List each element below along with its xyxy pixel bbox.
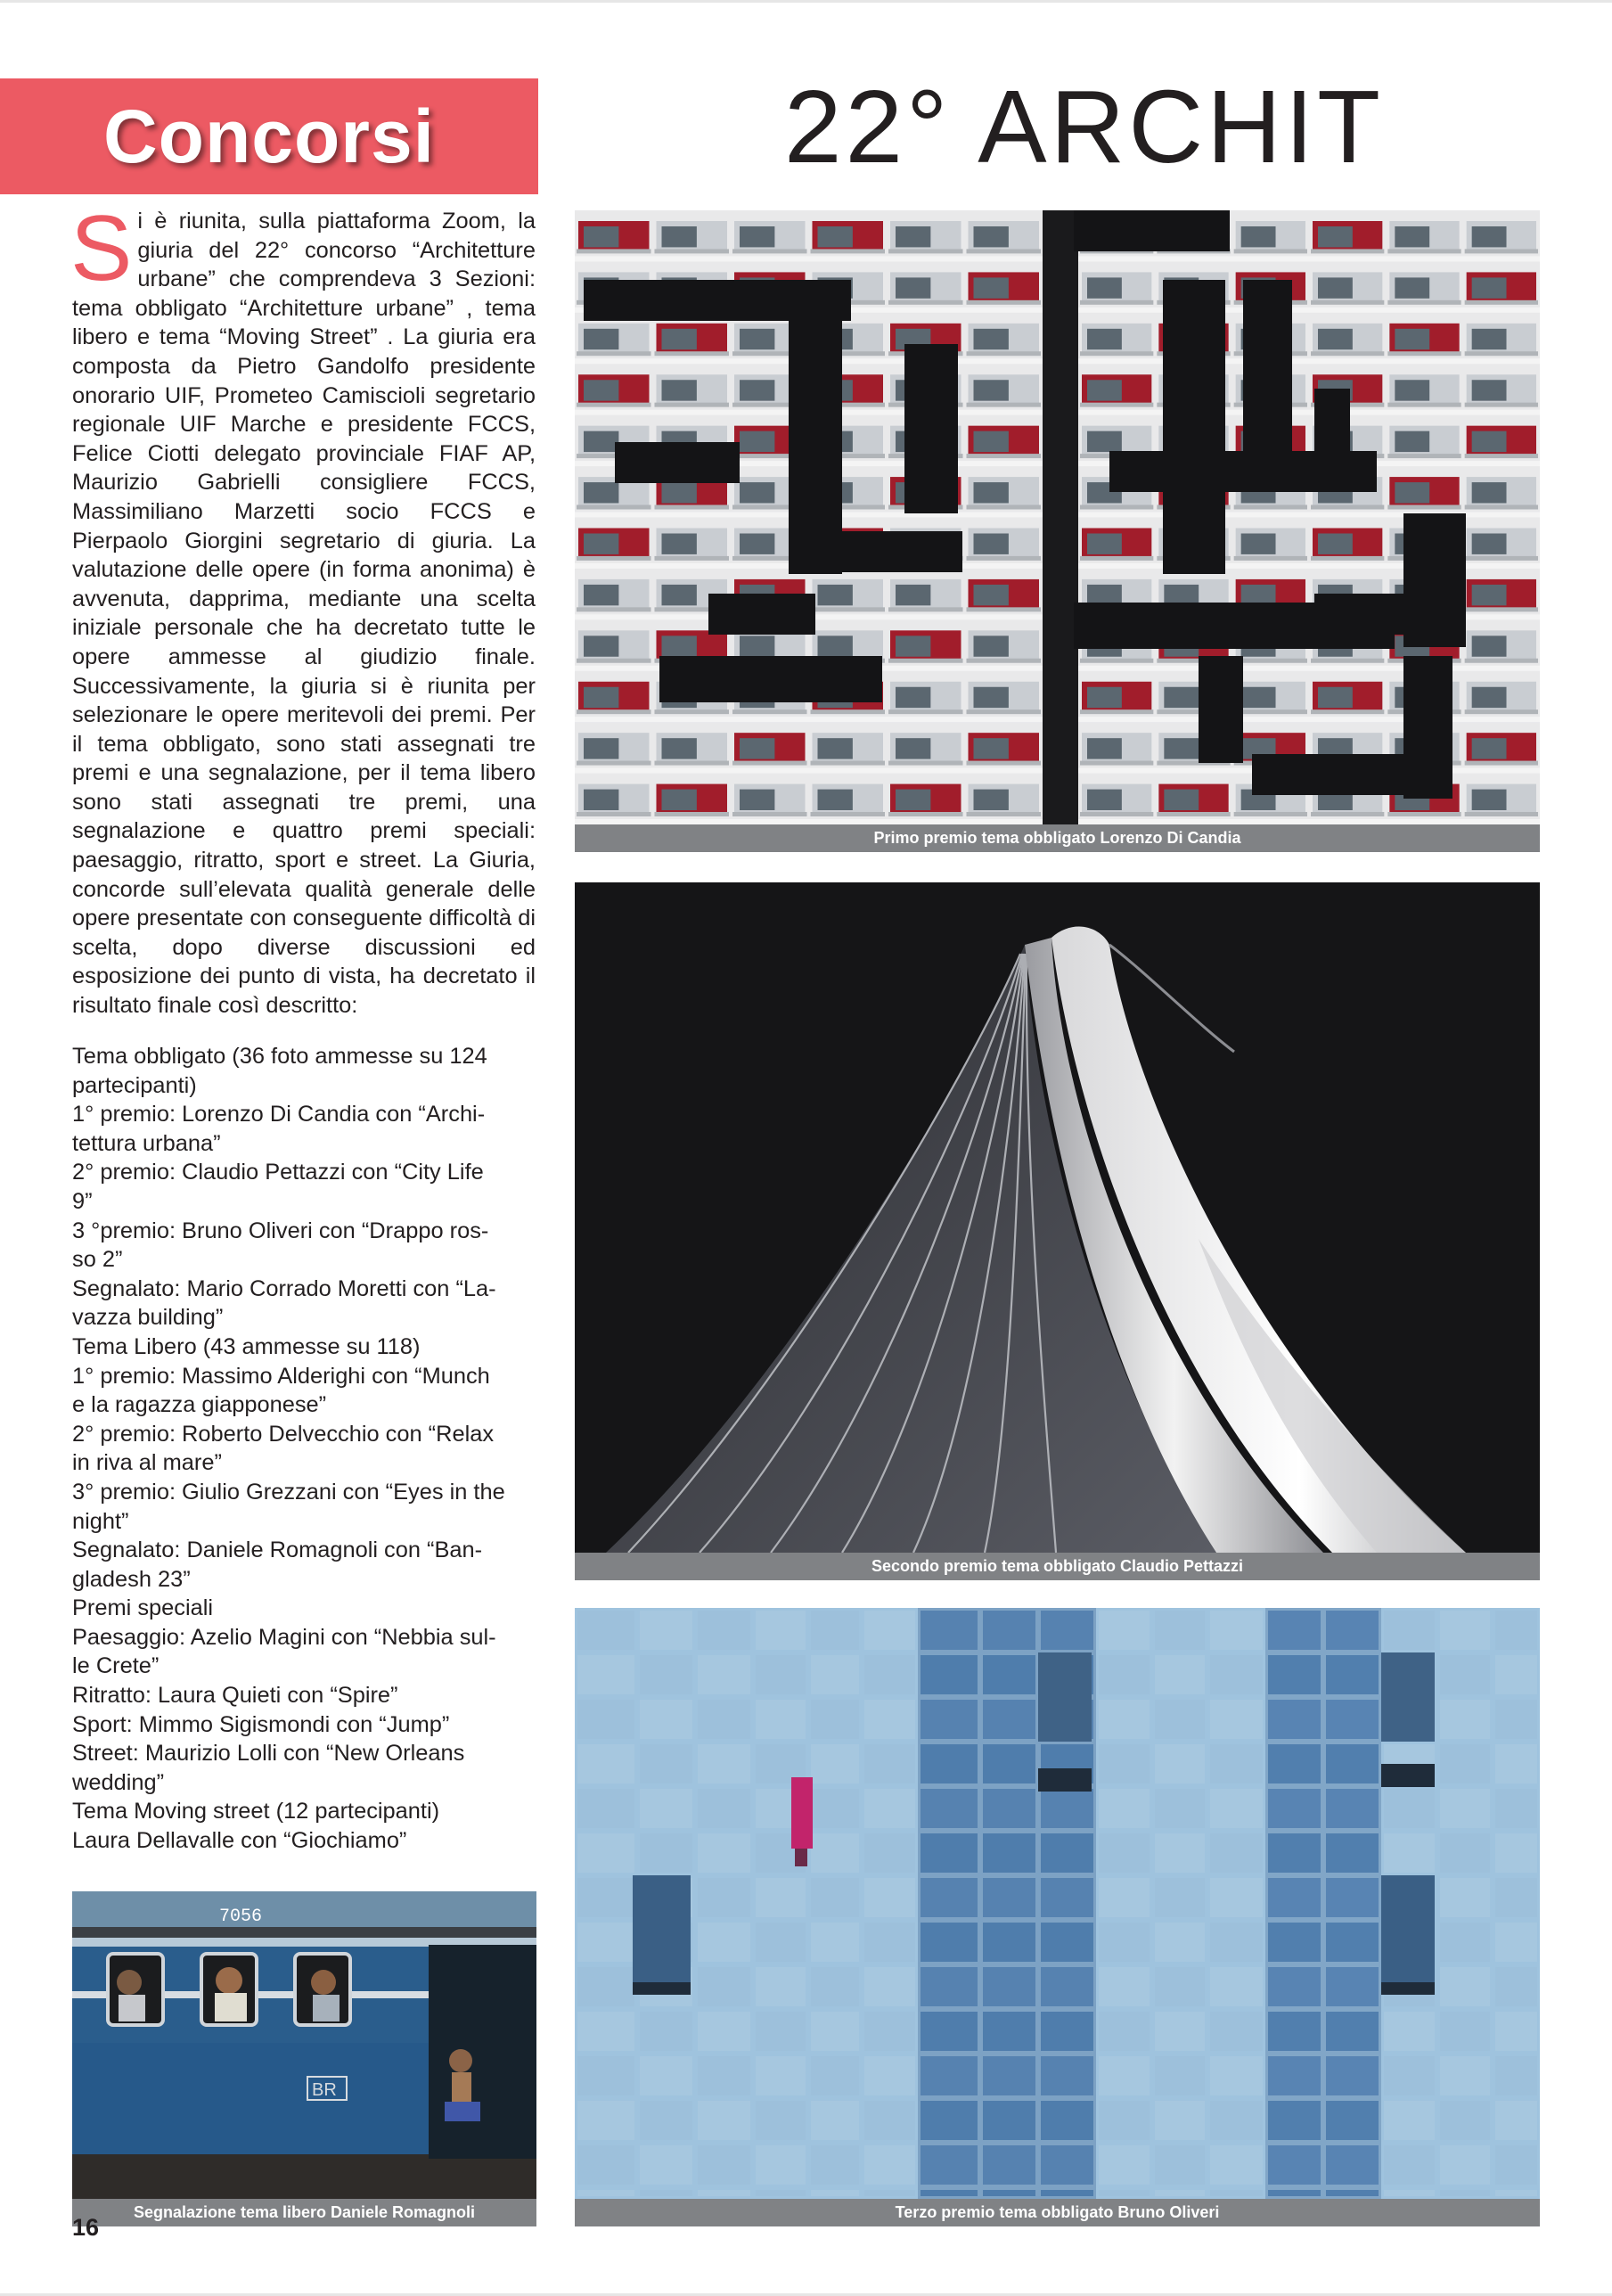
- result-line: Sport: Mimmo Sigismondi con “Jump”: [72, 1711, 450, 1737]
- top-rule: [0, 0, 1612, 3]
- tower-photo-image: [575, 882, 1540, 1553]
- article-title: 22° ARCHIT: [784, 69, 1385, 184]
- photo-third-prize: [575, 1608, 1540, 2199]
- result-line: partecipanti): [72, 1072, 197, 1098]
- result-line: Premi speciali: [72, 1595, 214, 1621]
- page-number: 16: [72, 2214, 100, 2241]
- caption-second-prize: Secondo premio tema obbligato Claudio Pettazzi: [575, 1553, 1540, 1580]
- result-line: 3 °premio: Bruno Oliveri con “Drappo ros-: [72, 1218, 489, 1243]
- result-line: 9”: [72, 1188, 93, 1214]
- photo-second-prize: [575, 882, 1540, 1553]
- train-photo-image: [72, 1891, 536, 2199]
- carriage-number: 7056: [219, 1906, 263, 1927]
- caption-train: Segnalazione tema libero Daniele Romagnoli: [72, 2199, 536, 2226]
- result-line: in riva al mare”: [72, 1450, 222, 1476]
- result-line: Ritratto: Laura Quieti con “Spire”: [72, 1683, 398, 1709]
- result-line: Segnalato: Mario Corrado Moretti con “La-: [72, 1275, 496, 1301]
- result-line: Paesaggio: Azelio Magini con “Nebbia sul-: [72, 1624, 496, 1650]
- article-body: [70, 197, 536, 1021]
- result-line: gladesh 23”: [72, 1566, 191, 1592]
- result-line: 1° premio: Lorenzo Di Candia con “Archi-: [72, 1102, 486, 1128]
- photo-first-prize: [575, 210, 1540, 824]
- result-line: e la ragazza giapponese”: [72, 1392, 327, 1418]
- results-list: [72, 1042, 540, 1856]
- drop-cap: S: [70, 197, 133, 300]
- facade-photo-image: [575, 210, 1540, 824]
- result-line: le Crete”: [72, 1653, 160, 1679]
- carriage-plate: BR: [312, 2080, 337, 2100]
- result-line: Segnalato: Daniele Romagnoli con “Ban-: [72, 1538, 483, 1563]
- result-line: night”: [72, 1508, 129, 1534]
- result-line: Tema Moving street (12 partecipanti): [72, 1799, 440, 1824]
- result-line: Street: Maurizio Lolli con “New Orleans: [72, 1741, 465, 1767]
- section-title: Concorsi: [102, 94, 436, 178]
- result-line: 2° premio: Claudio Pettazzi con “City Life: [72, 1160, 484, 1185]
- result-line: 3° premio: Giulio Grezzani con “Eyes in the: [72, 1479, 505, 1505]
- result-line: wedding”: [72, 1769, 165, 1795]
- photo-train: [72, 1891, 536, 2199]
- glass-facade-photo-image: [575, 1608, 1540, 2199]
- result-line: tettura urbana”: [72, 1130, 221, 1156]
- result-line: vazza building”: [72, 1305, 224, 1331]
- result-line: Tema Libero (43 ammesse su 118): [72, 1333, 421, 1359]
- caption-third-prize: Terzo premio tema obbligato Bruno Oliveri: [575, 2199, 1540, 2226]
- article-intro: i è riunita, sulla piattaforma Zoom, la giuria del 22° concorso “Architetture urbane” che comprendeva 3 Sezioni: tema obbligato “Architetture urbane” , tema libero e tema “Moving Street” . La giuria era composta da Pietro Gandolfo presidente onorario UIF, Prometeo Camiscioli segretario regionale UIF Marche e presidente FCCS, Felice Ciotti delegato provinciale FIAF AP, Maurizio Gabrielli consigliere FCCS, Massimiliano Marzetti socio FCCS e Pierpaolo Giorgini segretario di giuria. La valutazione delle opere (in forma anonima) è avvenuta, dapprima, mediante una scelta iniziale personale che ha decretato tutte le opere ammesse al giudizio finale. Successivamente, la giuria si è riunita per selezionare le opere meritevoli dei premi. Per il tema obbligato, sono stati assegnati tre premi e una segnalazione, per il tema libero sono stati assegnati tre premi, una segnalazione e quattro premi speciali: paesaggio, ritratto, sport e street. La Giuria, concorde sull’elevata qualità generale delle opere presentate con conseguente difficoltà di scelta, dopo diverse discussioni ed esposizione dei punto di vista, ha decretato il risultato finale così descritto:: [72, 209, 536, 1019]
- result-line: Tema obbligato (36 foto ammesse su 124: [72, 1044, 487, 1069]
- caption-first-prize: Primo premio tema obbligato Lorenzo Di Candia: [575, 824, 1540, 852]
- result-line: 1° premio: Massimo Alderighi con “Munch: [72, 1363, 490, 1389]
- result-line: 2° premio: Roberto Delvecchio con “Relax: [72, 1421, 495, 1447]
- result-line: so 2”: [72, 1247, 123, 1273]
- result-line: Laura Dellavalle con “Giochiamo”: [72, 1828, 407, 1854]
